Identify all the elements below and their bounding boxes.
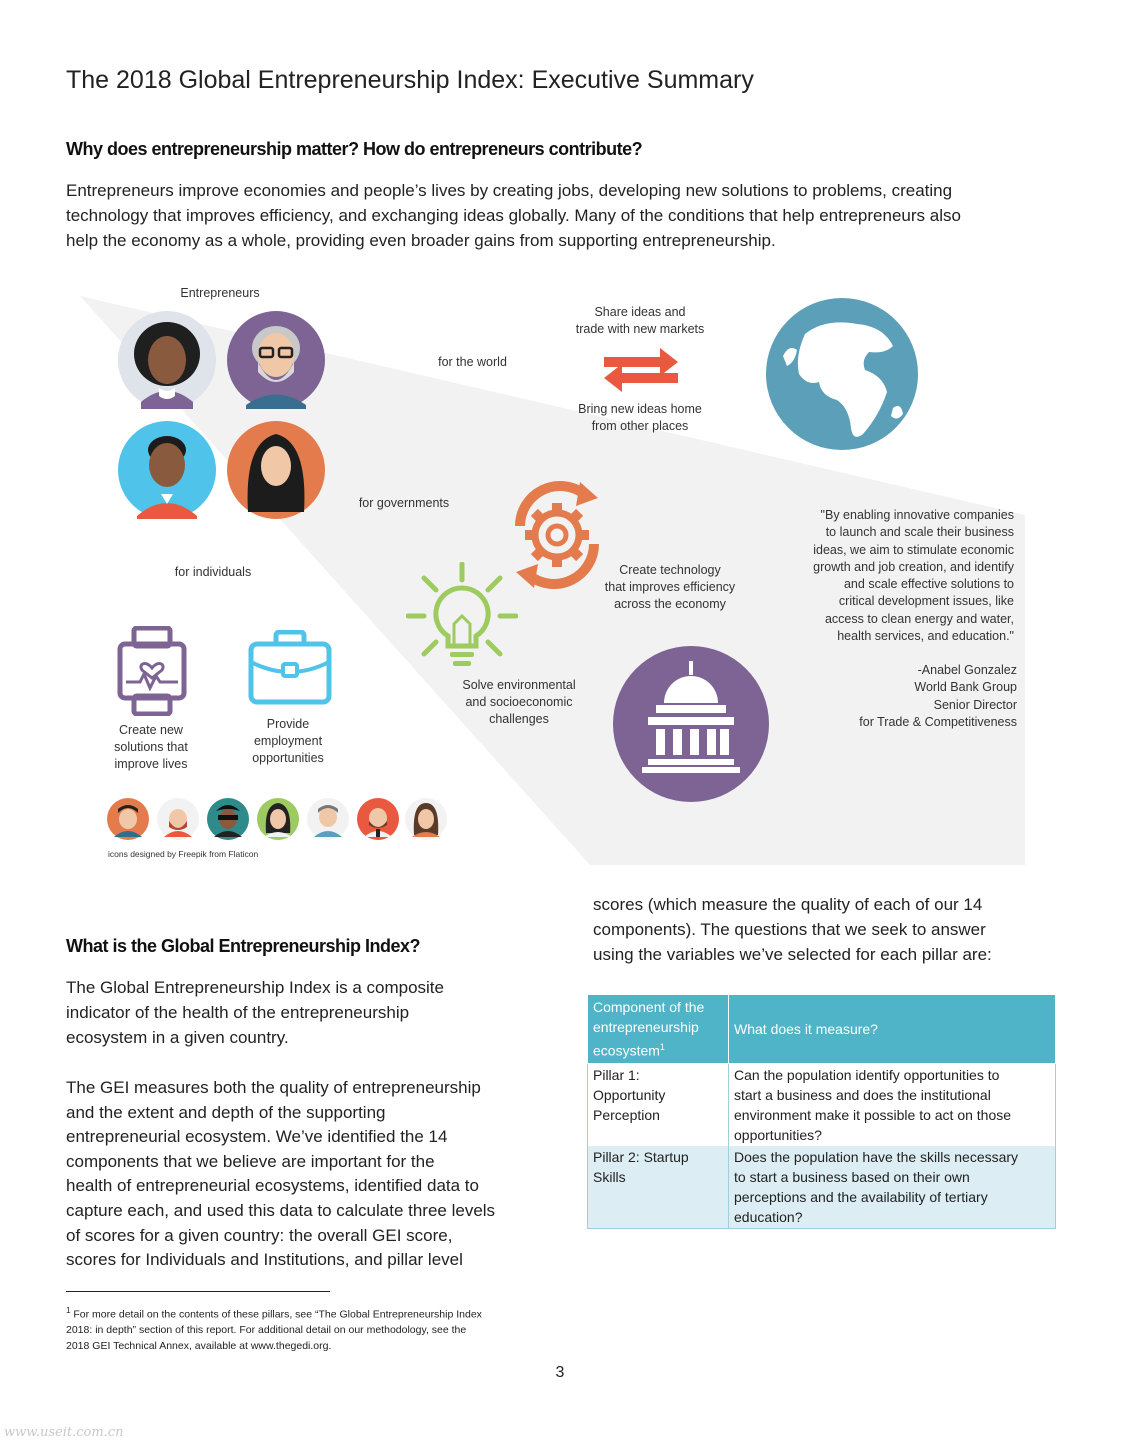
icon-credit: icons designed by Freepik from Flaticon	[108, 849, 259, 859]
young-man-avatar-icon	[118, 421, 216, 519]
provide-employment-label: Provide employment opportunities	[252, 717, 324, 765]
table-cell-component: Pillar 2: Startup Skills	[588, 1146, 729, 1229]
page-title: The 2018 Global Entrepreneurship Index: Executive Summary	[66, 66, 754, 94]
avatar-7-icon	[405, 798, 447, 840]
briefcase-icon	[248, 630, 332, 706]
bring-ideas-label: Bring new ideas home from other places	[578, 402, 702, 433]
hijab-woman-avatar-icon	[227, 421, 325, 519]
for-the-world-label: for the world	[438, 355, 507, 369]
entrepreneur-avatars	[117, 310, 329, 522]
gei-measures-paragraph: The GEI measures both the quality of entrepreneurship and the extent and depth of the supporting entrepreneurial ecosystem. We’ve identified the 14 components that we believe are important for the health of entrepreneurial ecosystems, identified data to capture each, and used this data to calculate three levels of scores for a given country: the overall GEI score, scores for Individuals and Institutions, and pillar level	[66, 1078, 496, 1270]
avatar-5-icon	[307, 798, 349, 840]
watermark: www.useit.com.cn	[4, 1425, 124, 1440]
for-governments-label: for governments	[358, 496, 450, 510]
footnote-divider	[66, 1291, 330, 1292]
quote-text: "By enabling innovative companies to launch and scale their business ideas, we aim to stimulate economic growth and job creation, and identify and scale effective solutions to critical development issues, like access to clean energy and water, health services, and education."	[813, 508, 1014, 644]
gei-continued-paragraph: scores (which measure the quality of each of our 14 components). The questions that we seek to answer using the variables we’ve selected for each pillar are:	[593, 895, 992, 964]
avatar-3-icon	[207, 798, 249, 840]
section-heading-why: Why does entrepreneurship matter? How do entrepreneurs contribute?	[66, 139, 643, 159]
smartwatch-heart-icon	[116, 626, 188, 716]
avatar-2-icon	[157, 798, 199, 840]
woman-avatar-icon	[118, 311, 216, 409]
avatar-1-icon	[107, 798, 149, 840]
table-row	[588, 1063, 1056, 1146]
solve-challenges-label: Solve environmental and socioeconomic challenges	[462, 678, 576, 726]
pillars-table	[587, 994, 1056, 1229]
table-header-measure: What does it measure?	[729, 995, 1056, 1064]
exchange-arrows-icon	[604, 345, 678, 393]
avatar-6-icon	[357, 798, 399, 840]
gei-definition-paragraph: The Global Entrepreneurship Index is a composite indicator of the health of the entrepreneurship ecosystem in a given country.	[66, 978, 444, 1047]
avatar-row	[106, 797, 448, 841]
avatar-4-icon	[257, 798, 299, 840]
for-individuals-label: for individuals	[174, 565, 252, 579]
government-building-icon	[612, 645, 770, 803]
entrepreneurs-label: Entrepreneurs	[180, 286, 260, 300]
globe-icon	[765, 296, 919, 452]
old-man-avatar-icon	[227, 311, 325, 409]
create-technology-label: Create technology that improves efficiency across the economy	[604, 563, 736, 611]
table-cell-measure: Does the population have the skills necessary to start a business based on their own perceptions and the availability of tertiary education?	[729, 1146, 1056, 1229]
page-number: 3	[555, 1364, 565, 1381]
lightbulb-icon	[406, 562, 518, 672]
create-solutions-label: Create new solutions that improve lives	[114, 723, 188, 771]
table-cell-component: Pillar 1: Opportunity Perception	[588, 1063, 729, 1146]
table-cell-measure: Can the population identify opportunities to start a business and does the institutional environment make it possible to act on those opportunities?	[729, 1063, 1056, 1146]
table-header-component: Component of the entrepreneurship ecosystem$^1$	[588, 995, 729, 1064]
footnote-text: $^1$ For more detail on the contents of these pillars, see “The Global Entrepreneurship Index 2018: in depth” section of this report. For additional detail on our methodology, see the 2018 GEI Technical Annex, available at www.thegedi.org.	[66, 1306, 482, 1352]
section-heading-gei: What is the Global Entrepreneurship Index?	[66, 936, 421, 956]
quote-attribution: -Anabel Gonzalez World Bank Group Senior Director for Trade & Competitiveness	[859, 663, 1017, 729]
table-row	[588, 1146, 1056, 1229]
table-header-row	[588, 995, 1056, 1064]
section-intro-paragraph: Entrepreneurs improve economies and people’s lives by creating jobs, developing new solutions to problems, creating technology that improves efficiency, and exchanging ideas globally. Many of the conditions that help entrepreneurs also help the economy as a whole, providing even broader gains from supporting entrepreneurship.	[66, 181, 961, 250]
share-ideas-label: Share ideas and trade with new markets	[575, 305, 705, 336]
